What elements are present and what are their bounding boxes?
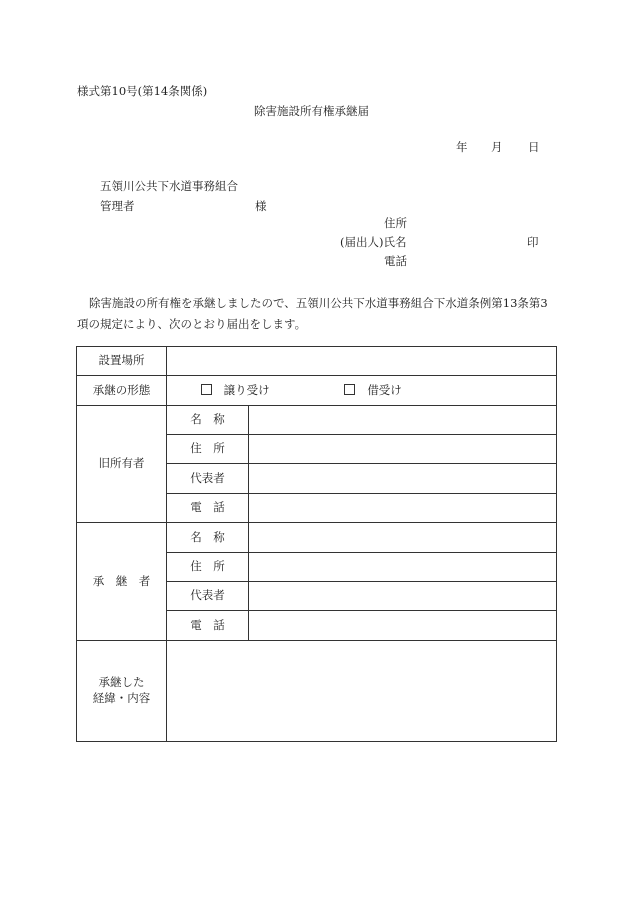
successor-representative-value[interactable] — [249, 582, 557, 611]
date-year: 年 — [456, 140, 468, 154]
applicant-phone-label: 電話 — [384, 254, 407, 268]
details-value-cell[interactable] — [167, 641, 557, 742]
row-details — [77, 641, 557, 742]
row-succession-form — [77, 376, 557, 406]
date-month: 月 — [491, 140, 503, 154]
field-address-label: 住 所 — [167, 435, 249, 464]
applicant-name-label: (届出人)氏名 — [340, 235, 407, 249]
field-name-label: 名 称 — [167, 523, 249, 553]
details-label-line1: 承継した — [98, 675, 145, 690]
field-representative-label: 代表者 — [167, 464, 249, 494]
option-lease-label: 借受け — [367, 382, 402, 397]
successor-label: 承 継 者 — [77, 523, 167, 641]
successor-row — [77, 523, 557, 553]
recipient-org: 五領川公共下水道事務組合 — [100, 179, 238, 193]
details-label-line2: 経緯・内容 — [92, 691, 151, 705]
successor-address-value[interactable] — [249, 553, 557, 582]
checkbox-icon[interactable] — [344, 384, 355, 395]
location-value-cell[interactable] — [167, 347, 557, 376]
option-transfer[interactable] — [201, 383, 341, 399]
former-owner-name-value[interactable] — [249, 406, 557, 435]
succession-form-options — [167, 376, 557, 406]
field-name-label: 名 称 — [167, 406, 249, 435]
successor-phone-value[interactable] — [249, 611, 557, 641]
former-owner-representative-value[interactable] — [249, 464, 557, 494]
document-title: 除害施設所有権承継届 — [254, 104, 369, 118]
former-owner-label: 旧所有者 — [77, 406, 167, 523]
field-phone-label: 電 話 — [167, 494, 249, 523]
row-location — [77, 347, 557, 376]
recipient-manager: 管理者 — [100, 199, 135, 213]
former-owner-row — [77, 406, 557, 435]
form-number: 様式第10号(第14条関係) — [77, 84, 208, 98]
body-text: 除害施設の所有権を承継しましたので、五領川公共下水道事務組合下水道条例第13条第3項の規定により、次のとおり届出をします。 — [77, 296, 548, 331]
option-lease[interactable] — [344, 383, 402, 399]
location-label: 設置場所 — [77, 347, 167, 376]
recipient-honorific: 様 — [255, 199, 267, 213]
option-transfer-label: 譲り受け — [223, 382, 270, 397]
former-owner-phone-value[interactable] — [249, 494, 557, 523]
details-label — [77, 641, 167, 742]
date-day: 日 — [528, 140, 540, 154]
succession-form-label: 承継の形態 — [77, 376, 167, 406]
field-address-label: 住 所 — [167, 553, 249, 582]
successor-name-value[interactable] — [249, 523, 557, 553]
checkbox-icon[interactable] — [201, 384, 212, 395]
notification-form-table — [76, 346, 557, 742]
field-phone-label: 電 話 — [167, 611, 249, 641]
field-representative-label: 代表者 — [167, 582, 249, 611]
applicant-address-label: 住所 — [384, 216, 407, 230]
former-owner-address-value[interactable] — [249, 435, 557, 464]
applicant-seal: 印 — [527, 235, 539, 249]
